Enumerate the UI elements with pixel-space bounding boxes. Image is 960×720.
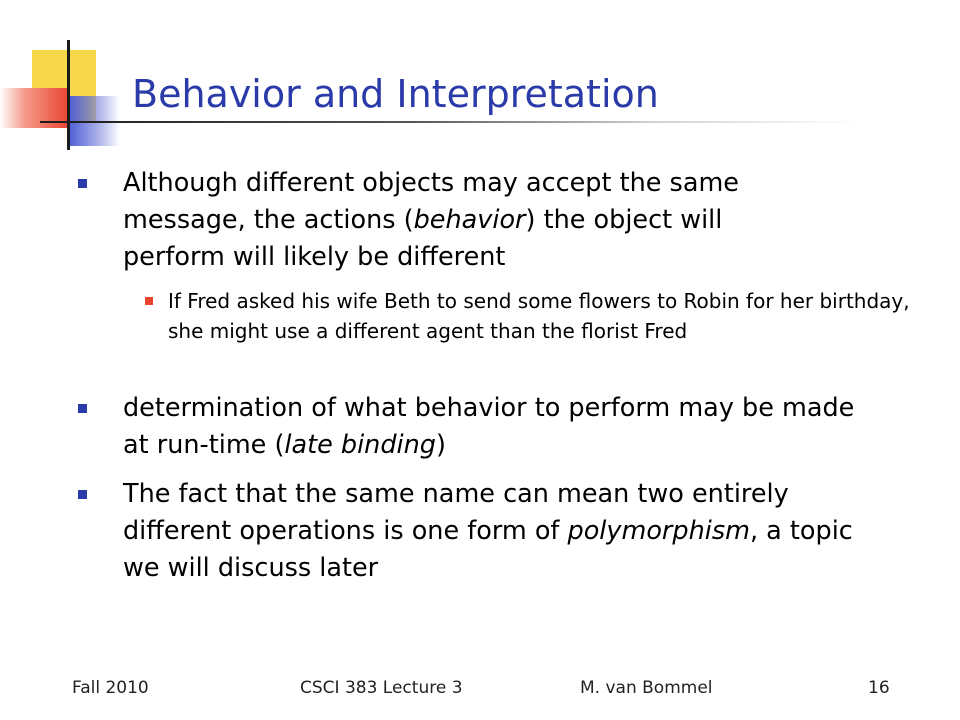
footer-course: CSCI 383 Lecture 3 [300,678,463,698]
bullet-text: The fact that the same name can mean two entirely different operations is one form of [123,479,789,546]
bullet-text: ) the object will perform will likely be different [123,205,723,272]
footer-term: Fall 2010 [72,678,149,698]
footer-author: M. van Bommel [580,678,713,698]
sub-bullet-item [168,286,913,346]
bullet-text: Although different objects may accept the same message, the actions ( [123,168,739,235]
bullet-text: determination of what behavior to perform may be made at run-time ( [123,393,855,460]
decor-vertical-rule [67,40,70,150]
bullet-emphasis: polymorphism [567,516,750,546]
bullet-text: , a topic we will discuss later [123,516,853,583]
footer-page-number: 16 [868,678,890,698]
bullet-item [123,476,883,587]
slide-title: Behavior and Interpretation [132,72,659,116]
bullet-square-icon [78,179,87,188]
bullet-square-icon [78,404,87,413]
bullet-square-icon [78,490,87,499]
bullet-emphasis: behavior [413,205,526,235]
sub-bullet-text: If Fred asked his wife Beth to send some flowers to Robin for her birthday, she might use a different agent than the florist Fred [168,289,910,343]
bullet-text: ) [435,430,446,460]
sub-bullet-square-icon [145,297,153,305]
bullet-item [123,165,823,276]
title-underline [40,121,860,123]
bullet-emphasis: late binding [284,430,436,460]
bullet-item [123,390,883,464]
